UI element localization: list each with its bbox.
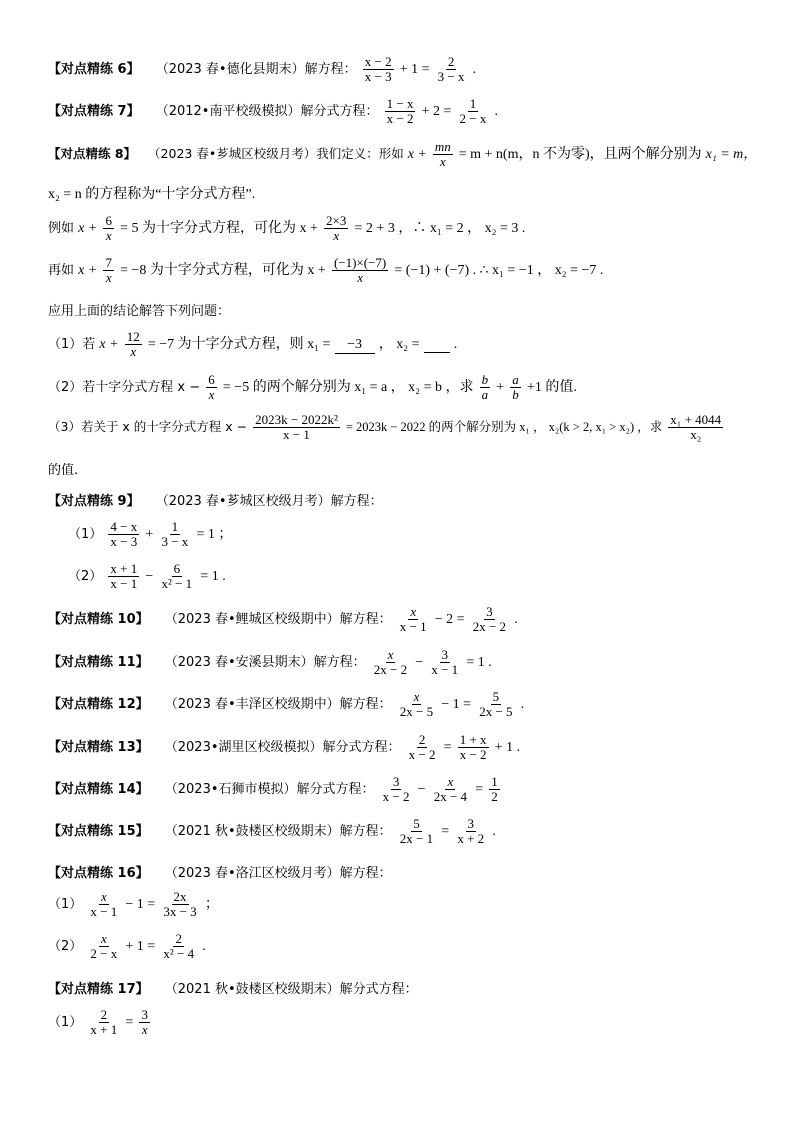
text: x₂ = n 的方程称为“十字分式方程”. xyxy=(48,187,256,202)
fraction: $\frac{5}{2x - 5}$ xyxy=(479,689,513,719)
exercise-10 xyxy=(48,605,518,634)
fraction: $\frac{1}{2 - x}$ xyxy=(459,96,487,126)
fraction: $\frac{5}{2x - 1}$ xyxy=(399,816,434,846)
fraction: $\frac{x}{2x - 2}$ xyxy=(373,647,408,677)
fraction: $\frac{6}{x}$ xyxy=(208,372,215,402)
fraction: $\frac{\text{x₁ + 4044}}{\text{x₂}}$ xyxy=(670,412,722,442)
part-number: （2） xyxy=(48,939,83,954)
text: 的值. xyxy=(48,463,79,478)
equation-text: + xyxy=(496,380,505,395)
equation-text: − xyxy=(145,569,154,584)
exercise-source: （2021 秋•鼓楼区校级期末）解分式方程： xyxy=(164,982,418,997)
equation-text: x + xyxy=(78,263,98,278)
fraction: $\frac{2\times 3}{x}$ xyxy=(326,213,347,243)
fraction: $\frac{3}{x + 2}$ xyxy=(457,816,485,846)
fraction: $\frac{3}{x - 2}$ xyxy=(382,774,410,804)
equation-text: x + xyxy=(78,221,98,236)
text: 例如 xyxy=(48,221,75,236)
exercise-label: 【对点精练 9】 xyxy=(48,494,140,509)
exercise-17-part-1 xyxy=(48,1008,152,1037)
exercise-label: 【对点精练 12】 xyxy=(48,697,149,712)
equation-text: = 1 . xyxy=(200,569,226,584)
question-1 xyxy=(48,330,457,359)
equation-text: . xyxy=(520,697,525,712)
fraction: $\frac{4 - x}{x - 3}$ xyxy=(110,519,138,549)
fraction: $\frac{1 + x}{x - 2}$ xyxy=(459,732,487,762)
fraction: $\frac{mn}{x}$ xyxy=(434,139,451,169)
exercise-label: 【对点精练 16】 xyxy=(48,866,149,881)
equation-text: . xyxy=(492,824,496,839)
text: （2）若十字分式方程 x − xyxy=(48,380,201,395)
exercise-label: 【对点精练 10】 xyxy=(48,612,149,627)
equation-text: . xyxy=(514,612,518,627)
equation-text: = −5 的两个解分别为 x₁ = a ， x₂ = b ，求 xyxy=(222,380,474,395)
equation-text: = 1 ； xyxy=(196,527,233,542)
fraction: $\frac{x + 1}{x - 1}$ xyxy=(110,561,138,591)
fraction: $\frac{x}{x - 1}$ xyxy=(399,604,427,634)
exercise-label: 【对点精练 8】 xyxy=(48,146,137,161)
exercise-11 xyxy=(48,648,492,677)
equation-text: − xyxy=(415,655,424,670)
exercise-source: （2012•南平校级模拟）解分式方程： xyxy=(155,104,379,119)
exercise-14 xyxy=(48,775,502,804)
fraction: $\frac{2x}{3x - 3}$ xyxy=(163,889,197,919)
equation-text: x + xyxy=(99,337,119,352)
part-number: （1） xyxy=(48,1015,83,1030)
equation-text: = xyxy=(443,740,452,755)
equation-text: x₁ = m， xyxy=(705,147,758,162)
equation-text: = m + n(m，n 不为零)，且两个解分别为 xyxy=(458,147,702,162)
exercise-source: （2023•湖里区校级模拟）解分式方程： xyxy=(164,740,401,755)
fraction: $\frac{a}{b}$ xyxy=(512,372,519,402)
definition-line-2 xyxy=(48,183,255,203)
equation-text: − 1 = xyxy=(125,897,156,912)
exercise-label: 【对点精练 14】 xyxy=(48,782,149,797)
exercise-label: 【对点精练 17】 xyxy=(48,982,149,997)
equation-text: = 5 为十字分式方程，可化为 x + xyxy=(120,221,318,236)
exercise-8 xyxy=(48,140,757,169)
exercise-source: （2023 春•安溪县期末）解方程： xyxy=(164,655,366,670)
exercise-16-part-1 xyxy=(48,890,219,919)
text: 应用上面的结论解答下列问题： xyxy=(48,304,231,319)
fraction: $\frac{7}{x}$ xyxy=(105,255,112,285)
equation-text: = 1 . xyxy=(466,655,492,670)
equation-text: − 2 = xyxy=(434,612,465,627)
question-3 xyxy=(48,413,725,442)
equation-text: = xyxy=(441,824,450,839)
equation-text: . xyxy=(494,104,499,119)
equation-text: +1 的值. xyxy=(526,380,577,395)
fraction: $\frac{3}{2x - 2}$ xyxy=(472,604,507,634)
fraction: $\frac{x}{2x - 5}$ xyxy=(399,689,434,719)
fraction: $\frac{2}{x - 2}$ xyxy=(408,732,436,762)
exercise-17 xyxy=(48,978,418,997)
equation-text: − xyxy=(417,782,426,797)
apply-instruction xyxy=(48,300,230,319)
exercise-9-part-1 xyxy=(68,520,232,549)
fraction: $\frac{2}{x + 1}$ xyxy=(90,1007,118,1037)
fraction: $\frac{1 - x}{x - 2}$ xyxy=(386,96,414,126)
fraction: $\frac{x}{2x - 4}$ xyxy=(433,774,468,804)
text: （1）若 xyxy=(48,337,96,352)
exercise-label: 【对点精练 6】 xyxy=(48,62,140,77)
part-number: （2） xyxy=(68,569,103,584)
exercise-label: 【对点精练 13】 xyxy=(48,740,149,755)
fraction: $\frac{x}{2 - x}$ xyxy=(90,931,118,961)
equation-text: + xyxy=(145,527,154,542)
answer-blank[interactable]: −3 xyxy=(335,337,375,354)
equation-text: = xyxy=(475,782,484,797)
part-number: （1） xyxy=(68,527,103,542)
equation-text: = −7 为十字分式方程，则 x₁ = xyxy=(147,337,331,352)
exercise-9 xyxy=(48,490,383,509)
fraction: $\frac{1}{2}$ xyxy=(491,774,498,804)
fraction: $\frac{(-1)\times(-7)}{x}$ xyxy=(333,255,387,285)
question-2 xyxy=(48,373,577,402)
text: （3）若关于 x 的十字分式方程 x − xyxy=(48,419,248,434)
question-3-end xyxy=(48,459,78,478)
exercise-9-part-2 xyxy=(68,562,226,591)
example-1 xyxy=(48,214,525,243)
answer-blank-empty[interactable] xyxy=(424,337,450,353)
equation-text: ， x₂ = xyxy=(378,337,420,352)
exercise-7 xyxy=(48,97,498,126)
exercise-label: 【对点精练 11】 xyxy=(48,655,149,670)
equation-text: + 1 = xyxy=(125,939,156,954)
equation-text: + 2 = xyxy=(421,104,452,119)
equation-text: = (−1) + (−7) . ∴ x₁ = −1 ， x₂ = −7 . xyxy=(394,263,604,278)
fraction: $\frac{x}{x - 1}$ xyxy=(90,889,118,919)
equation-text: . xyxy=(202,939,206,954)
exercise-source: （2023 春•鲤城区校级期中）解方程： xyxy=(164,612,392,627)
exercise-label: 【对点精练 15】 xyxy=(48,824,149,839)
equation-text: x + xyxy=(407,147,427,162)
exercise-source: （2023 春•洛江区校级月考）解方程： xyxy=(164,866,392,881)
fraction: $\frac{6}{\text{x² − 1}}$ xyxy=(161,561,193,591)
fraction: $\frac{3}{x}$ xyxy=(141,1007,148,1037)
exercise-16-part-2 xyxy=(48,932,206,961)
exercise-source: （2023 春•芗城区校级月考）我们定义：形如 xyxy=(148,146,404,161)
equation-text: . xyxy=(472,62,477,77)
equation-text: = xyxy=(125,1015,134,1030)
part-number: （1） xyxy=(48,897,83,912)
equation-text: + 1 . xyxy=(494,740,521,755)
equation-text: − 1 = xyxy=(441,697,472,712)
fraction: $\frac{2}{\text{x² − 4}}$ xyxy=(163,931,195,961)
exercise-15 xyxy=(48,817,496,846)
fraction: $\frac{2}{3 - x}$ xyxy=(437,54,465,84)
fraction: $\frac{12}{x}$ xyxy=(126,329,140,359)
exercise-source: （2023 春•芗城区校级月考）解方程： xyxy=(155,494,383,509)
exercise-label: 【对点精练 7】 xyxy=(48,104,140,119)
example-2 xyxy=(48,256,603,285)
exercise-source: （2023 春•德化县期末）解方程： xyxy=(155,62,357,77)
exercise-12 xyxy=(48,690,524,719)
exercise-source: （2023•石狮市模拟）解分式方程： xyxy=(164,782,375,797)
fraction: $\frac{\text{2023k − 2022k²}}{x - 1}$ xyxy=(255,412,338,442)
equation-text: = 2023k − 2022 的两个解分别为 x₁ ， x₂(k > 2, x₁ > x₂) ，求 xyxy=(345,420,663,434)
exercise-source: （2021 秋•鼓楼区校级期末）解方程： xyxy=(164,824,392,839)
fraction: $\frac{3}{x - 1}$ xyxy=(431,647,459,677)
equation-text: + 1 = xyxy=(399,62,430,77)
exercise-16 xyxy=(48,862,392,881)
equation-text: = 2 + 3 ，∴ x₁ = 2 ， x₂ = 3 . xyxy=(354,221,526,236)
exercise-6 xyxy=(48,55,476,84)
equation-text: = −8 为十字分式方程，可化为 x + xyxy=(120,263,326,278)
text: 再如 xyxy=(48,263,75,278)
exercise-source: （2023 春•丰泽区校级期中）解方程： xyxy=(164,697,392,712)
fraction: $\frac{b}{a}$ xyxy=(481,372,489,402)
equation-text: ； xyxy=(204,897,219,912)
equation-text: . xyxy=(453,337,458,352)
fraction: $\frac{6}{x}$ xyxy=(105,213,112,243)
fraction: $\frac{x - 2}{x - 3}$ xyxy=(364,54,392,84)
exercise-13 xyxy=(48,733,520,762)
fraction: $\frac{1}{3 - x}$ xyxy=(161,519,189,549)
